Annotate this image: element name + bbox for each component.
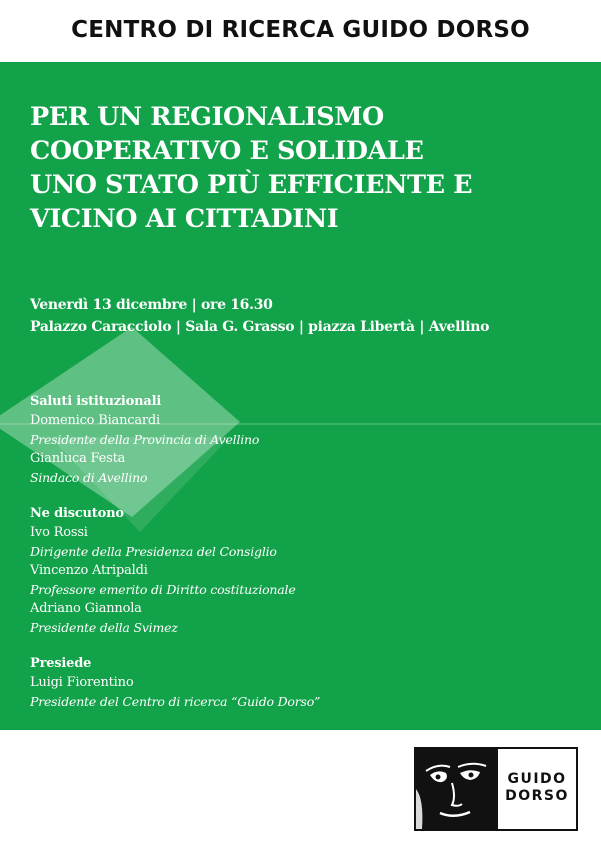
section-heading-presiede: Presiede bbox=[30, 656, 92, 671]
event-venue: Palazzo Caracciolo | Sala G. Grasso | piazza Libertà | Avellino bbox=[30, 319, 490, 335]
event-info bbox=[30, 294, 489, 338]
portrait-image bbox=[416, 749, 496, 829]
speaker-name: Domenico Biancardi bbox=[30, 413, 160, 428]
title-line: COOPERATIVO E SOLIDALE bbox=[30, 136, 424, 166]
speaker-role: Sindaco di Avellino bbox=[30, 470, 148, 485]
speaker-name: Vincenzo Atripaldi bbox=[30, 563, 148, 578]
speaker-role: Professore emerito di Diritto costituzionale bbox=[30, 582, 296, 597]
speaker-name: Adriano Giannola bbox=[30, 601, 142, 616]
section-heading-discutono: Ne discutono bbox=[30, 506, 124, 521]
organization-title: CENTRO DI RICERCA GUIDO DORSO bbox=[71, 17, 530, 43]
main-panel bbox=[0, 62, 601, 730]
speaker-name: Luigi Fiorentino bbox=[30, 675, 134, 690]
section-heading-saluti: Saluti istituzionali bbox=[30, 394, 162, 409]
speaker-role: Presidente del Centro di ricerca “Guido Dorso” bbox=[30, 694, 321, 709]
event-date-time: Venerdì 13 dicembre | ore 16.30 bbox=[30, 297, 273, 313]
speaker-name: Ivo Rossi bbox=[30, 525, 88, 540]
logo-line-1: GUIDO bbox=[507, 771, 567, 787]
speaker-role: Presidente della Provincia di Avellino bbox=[30, 432, 260, 447]
guido-dorso-logo bbox=[414, 747, 578, 831]
logo-line-2: DORSO bbox=[505, 788, 569, 804]
speaker-role: Presidente della Svimez bbox=[30, 620, 178, 635]
logo-wordmark bbox=[498, 771, 576, 805]
title-line: VICINO AI CITTADINI bbox=[30, 204, 339, 234]
speaker-role: Dirigente della Presidenza del Consiglio bbox=[30, 544, 277, 559]
title-line: UNO STATO PIÙ EFFICIENTE E bbox=[30, 170, 473, 200]
speaker-name: Gianluca Festa bbox=[30, 451, 126, 466]
title-line: PER UN REGIONALISMO bbox=[30, 102, 384, 132]
header bbox=[0, 0, 601, 62]
event-title bbox=[30, 100, 590, 236]
program bbox=[30, 392, 320, 711]
